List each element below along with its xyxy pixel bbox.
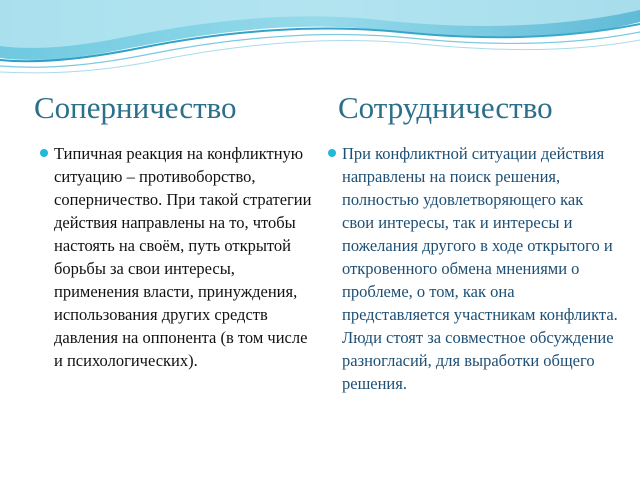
cooperation-bullet-item [328,142,618,395]
bullet-dot-icon [40,149,48,157]
cooperation-text: При конфликтной ситуации действия направлены на поиск решения, полностью удовлетворяющего как свои интересы, так и интересы и пожелания другого в ходе открытого и откровенного обмена мнениями о проблеме, о том, как она представляется участникам конфликта. Люди стоят за совместное обсуждение разногласий, для выработки общего решения. [342,144,618,393]
decorative-waves [0,0,640,80]
heading-cooperation: Сотрудничество [338,90,553,125]
rivalry-bullet-item [40,142,316,372]
bullet-dot-icon [328,149,336,157]
rivalry-text: Типичная реакция на конфликтную ситуацию – противоборство, соперничество. При такой стратегии действия направлены на то, чтобы настоять на своём, путь открытой борьбы за свои интересы, применения власти, принуждения, использования других средств давления на оппонента (в том числе и психологических). [54,144,312,370]
cooperation-column [328,142,618,395]
rivalry-column [40,142,316,372]
heading-rivalry: Соперничество [34,90,237,125]
